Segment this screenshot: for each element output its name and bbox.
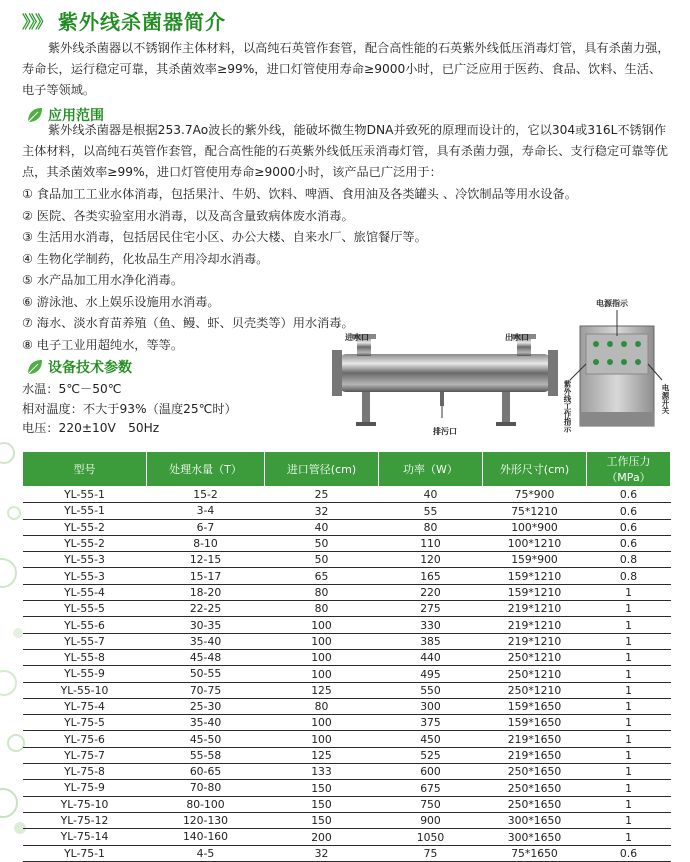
cell-model: YL-75-9 (23, 780, 147, 796)
spec-water-temp: 水温：5℃－50℃ (22, 382, 122, 396)
cell-model: YL-75-12 (23, 812, 147, 828)
cell-size: 219*1210 (483, 601, 587, 617)
cell-pressure: 1 (587, 780, 671, 796)
cell-inlet: 50 (265, 535, 379, 551)
table-row (23, 682, 671, 698)
cell-size: 159*1650 (483, 715, 587, 731)
cell-flow: 15-2 (147, 487, 265, 503)
cell-flow: 22-25 (147, 601, 265, 617)
cell-model: YL-75-8 (23, 764, 147, 780)
cell-pressure: 1 (587, 829, 671, 845)
cell-power: 600 (379, 764, 483, 780)
header-power: 功率（W） (379, 452, 483, 487)
cell-flow: 60-65 (147, 764, 265, 780)
cell-model: YL-75-14 (23, 829, 147, 845)
cell-inlet: 25 (265, 487, 379, 503)
cell-power: 80 (379, 519, 483, 535)
spec-table (22, 451, 671, 862)
intro-paragraph: 紫外线杀菌器以不锈钢作主体材料，以高纯石英管作套管，配合高性能的石英紫外线低压消毒灯管，具有杀菌力强，寿命长，运行稳定可靠，其杀菌效率≥99%，进口灯管使用寿命≥9000小时，已广泛应用于医药、食品、饮料、生活、电子等领域。 (22, 41, 670, 97)
cell-pressure: 1 (587, 715, 671, 731)
outlet-label: 出水口 (505, 333, 529, 342)
header-inlet: 进口管径(cm) (265, 452, 379, 487)
list-item: ⑦ 海水、淡水育苗养殖（鱼、鳗、虾、贝壳类等）用水消毒。 (22, 316, 354, 330)
cell-size: 219*1650 (483, 747, 587, 763)
cell-flow: 8-10 (147, 535, 265, 551)
cell-power: 120 (379, 552, 483, 568)
cell-pressure: 1 (587, 601, 671, 617)
specs-heading-text: 设备技术参数 (48, 360, 132, 376)
cell-size: 159*1210 (483, 584, 587, 600)
header-flow: 处理水量（T） (147, 452, 265, 487)
cell-power: 300 (379, 698, 483, 714)
table-row (23, 780, 671, 796)
cell-size: 300*1650 (483, 812, 587, 828)
cell-flow: 45-48 (147, 649, 265, 665)
table-row (23, 715, 671, 731)
cell-size: 250*1210 (483, 649, 587, 665)
cell-power: 495 (379, 666, 483, 682)
cell-inlet: 100 (265, 731, 379, 747)
cell-power: 550 (379, 682, 483, 698)
cell-size: 75*1210 (483, 503, 587, 519)
table-row (23, 764, 671, 780)
cell-model: YL-75-7 (23, 747, 147, 763)
cell-inlet: 133 (265, 764, 379, 780)
table-header-row (23, 452, 671, 487)
cell-power: 75 (379, 845, 483, 861)
drain-label: 排污口 (433, 427, 457, 436)
table-row (23, 601, 671, 617)
cell-pressure: 0.8 (587, 552, 671, 568)
cell-power: 55 (379, 503, 483, 519)
cell-pressure: 0.8 (587, 568, 671, 584)
cell-size: 250*1650 (483, 796, 587, 812)
table-row (23, 617, 671, 633)
cell-pressure: 1 (587, 649, 671, 665)
cell-size: 250*1650 (483, 764, 587, 780)
table-row (23, 568, 671, 584)
table-row (23, 698, 671, 714)
cell-flow: 25-30 (147, 698, 265, 714)
cell-pressure: 0.6 (587, 503, 671, 519)
cell-size: 250*1650 (483, 780, 587, 796)
cell-pressure: 0.6 (587, 487, 671, 503)
cell-model: YL-75-4 (23, 698, 147, 714)
cell-model: YL-75-5 (23, 715, 147, 731)
cell-flow: 45-50 (147, 731, 265, 747)
cell-power: 675 (379, 780, 483, 796)
cell-pressure: 1 (587, 796, 671, 812)
cell-flow: 3-4 (147, 503, 265, 519)
cell-pressure: 1 (587, 633, 671, 649)
cell-power: 375 (379, 715, 483, 731)
cell-model: YL-55-6 (23, 617, 147, 633)
cell-inlet: 125 (265, 747, 379, 763)
header-model: 型号 (23, 452, 147, 487)
cell-size: 75*1650 (483, 845, 587, 861)
cell-model: YL-55-5 (23, 601, 147, 617)
cell-flow: 12-15 (147, 552, 265, 568)
cell-power: 40 (379, 487, 483, 503)
cell-flow: 70-80 (147, 780, 265, 796)
cell-flow: 140-160 (147, 829, 265, 845)
cell-model: YL-55-1 (23, 487, 147, 503)
cell-model: YL-55-10 (23, 682, 147, 698)
cell-power: 220 (379, 584, 483, 600)
header-pressure: 工作压力（MPa） (587, 452, 671, 487)
page-title (22, 6, 226, 34)
table-row (23, 487, 671, 503)
cell-inlet: 100 (265, 617, 379, 633)
cell-flow: 18-20 (147, 584, 265, 600)
cell-power: 1050 (379, 829, 483, 845)
specs-list (22, 380, 237, 439)
cell-size: 300*1650 (483, 829, 587, 845)
cell-model: YL-55-4 (23, 584, 147, 600)
cell-model: YL-75-10 (23, 796, 147, 812)
cell-model: YL-75-6 (23, 731, 147, 747)
cell-model: YL-55-2 (23, 535, 147, 551)
cell-power: 525 (379, 747, 483, 763)
table-row (23, 649, 671, 665)
cell-pressure: 1 (587, 731, 671, 747)
cell-power: 900 (379, 812, 483, 828)
cell-flow: 80-100 (147, 796, 265, 812)
cell-power: 275 (379, 601, 483, 617)
cell-power: 750 (379, 796, 483, 812)
cell-pressure: 1 (587, 617, 671, 633)
cell-inlet: 150 (265, 812, 379, 828)
cell-size: 250*1210 (483, 666, 587, 682)
cell-model: YL-55-1 (23, 503, 147, 519)
cell-flow: 15-17 (147, 568, 265, 584)
list-item: ⑤ 水产品加工用水净化消毒。 (22, 273, 184, 287)
power-switch-label: 电源开关 (661, 384, 670, 414)
cell-size: 159*1210 (483, 568, 587, 584)
table-row (23, 845, 671, 861)
cell-pressure: 0.6 (587, 535, 671, 551)
table-row (23, 552, 671, 568)
cell-flow: 70-75 (147, 682, 265, 698)
leaf-icon (26, 358, 44, 376)
cell-flow: 35-40 (147, 633, 265, 649)
header-size: 外形尺寸(cm) (483, 452, 587, 487)
application-paragraph: 紫外线杀菌器是根据253.7Ao波长的紫外线，能破坏微生物DNA并致死的原理而设计的，它以304或316L不锈钢作主体材料，以高纯石英管作套管，配合高性能的石英紫外线低压汞消毒灯管，具有杀菌力强，寿命长、支行稳定可靠等优点，其杀菌效率≥99%，进口灯管使用寿命≥9000小时，该产品已广泛用于： (22, 123, 668, 179)
cell-size: 219*1210 (483, 633, 587, 649)
list-item: ④ 生物化学制药，化妆品生产用冷却水消毒。 (22, 251, 269, 266)
table-row (23, 633, 671, 649)
list-item: ⑥ 游泳池、水上娱乐设施用水消毒。 (22, 294, 220, 309)
cell-pressure: 1 (587, 812, 671, 828)
cell-size: 75*900 (483, 487, 587, 503)
list-item: ② 医院、各类实验室用水消毒，以及高含量致病体废水消毒。 (22, 208, 354, 223)
cell-power: 450 (379, 731, 483, 747)
table-row (23, 535, 671, 551)
cell-pressure: 1 (587, 666, 671, 682)
list-item: ⑧ 电子工业用超纯水，等等。 (22, 337, 184, 352)
cell-size: 219*1210 (483, 617, 587, 633)
cell-size: 100*900 (483, 519, 587, 535)
cell-size: 219*1650 (483, 731, 587, 747)
table-row (23, 519, 671, 535)
lamp-indicator-label: 紫外线工作指示 (563, 380, 572, 433)
table-row (23, 747, 671, 763)
cell-pressure: 0.6 (587, 519, 671, 535)
inlet-label: 进水口 (345, 333, 369, 342)
cell-flow: 4-5 (147, 845, 265, 861)
cell-inlet: 100 (265, 715, 379, 731)
cell-flow: 55-58 (147, 747, 265, 763)
spec-humidity: 相对温度：不大于93%（温度25℃时） (22, 401, 237, 416)
cell-pressure: 1 (587, 682, 671, 698)
cell-inlet: 65 (265, 568, 379, 584)
cell-inlet: 150 (265, 796, 379, 812)
table-row (23, 812, 671, 828)
cell-inlet: 80 (265, 601, 379, 617)
cell-inlet: 50 (265, 552, 379, 568)
cell-pressure: 1 (587, 747, 671, 763)
cell-inlet: 32 (265, 845, 379, 861)
list-item: ① 食品加工工业水体消毒，包括果汁、牛奶、饮料、啤酒、食用油及各类罐头 、冷饮制品等用水设备。 (22, 187, 577, 201)
cell-model: YL-55-8 (23, 649, 147, 665)
cell-power: 440 (379, 649, 483, 665)
specs-heading (26, 356, 132, 378)
cell-model: YL-55-3 (23, 552, 147, 568)
table-row (23, 731, 671, 747)
table-row (23, 503, 671, 519)
cell-power: 330 (379, 617, 483, 633)
cell-model: YL-55-3 (23, 568, 147, 584)
cell-inlet: 100 (265, 666, 379, 682)
table-row (23, 584, 671, 600)
cell-inlet: 100 (265, 649, 379, 665)
power-indicator-label: 电源指示 (596, 299, 628, 308)
cell-size: 250*1210 (483, 682, 587, 698)
table-row (23, 796, 671, 812)
cell-inlet: 80 (265, 698, 379, 714)
cell-flow: 30-35 (147, 617, 265, 633)
cell-inlet: 125 (265, 682, 379, 698)
cell-power: 110 (379, 535, 483, 551)
cell-flow: 50-55 (147, 666, 265, 682)
list-item: ③ 生活用水消毒，包括居民住宅小区、办公大楼、自来水厂、旅馆餐厅等。 (22, 230, 427, 244)
cell-pressure: 1 (587, 584, 671, 600)
cell-pressure: 1 (587, 764, 671, 780)
cell-flow: 35-40 (147, 715, 265, 731)
cell-model: YL-55-7 (23, 633, 147, 649)
cell-inlet: 80 (265, 584, 379, 600)
application-heading-text: 应用范围 (48, 108, 104, 124)
cell-inlet: 32 (265, 503, 379, 519)
cell-model: YL-55-2 (23, 519, 147, 535)
cell-inlet: 100 (265, 633, 379, 649)
page-title-text: 紫外线杀菌器简介 (58, 9, 226, 34)
product-diagram (322, 292, 672, 442)
cell-flow: 6-7 (147, 519, 265, 535)
cell-power: 165 (379, 568, 483, 584)
cell-flow: 120-130 (147, 812, 265, 828)
uv-sterilizer-illustration (322, 292, 672, 442)
cell-inlet: 40 (265, 519, 379, 535)
cell-pressure: 0.6 (587, 845, 671, 861)
cell-inlet: 200 (265, 829, 379, 845)
cell-pressure: 1 (587, 698, 671, 714)
cell-model: YL-55-9 (23, 666, 147, 682)
cell-model: YL-75-1 (23, 845, 147, 861)
title-arrows-icon: 》》》 (22, 12, 50, 33)
table-row (23, 666, 671, 682)
spec-voltage: 电压：220±10V 50Hz (22, 421, 160, 435)
cell-size: 159*1650 (483, 698, 587, 714)
cell-inlet: 150 (265, 780, 379, 796)
cell-size: 100*1210 (483, 535, 587, 551)
cell-power: 385 (379, 633, 483, 649)
cell-size: 159*900 (483, 552, 587, 568)
